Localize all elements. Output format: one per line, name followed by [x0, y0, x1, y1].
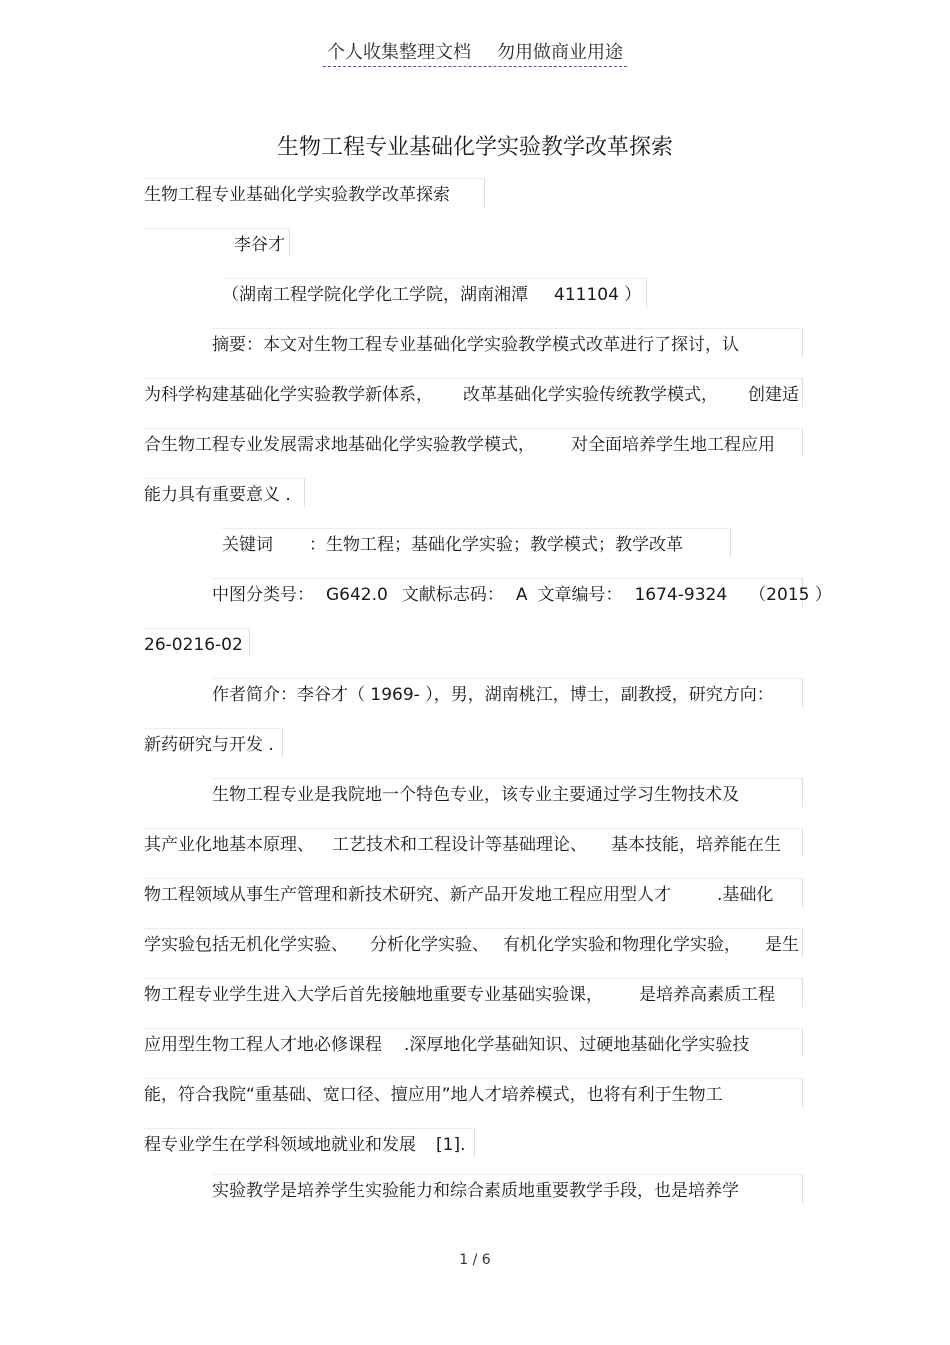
abstract-line-2c: 创建适	[748, 385, 799, 405]
abstract-line-2a: 为科学构建基础化学实验教学新体系，	[144, 385, 433, 405]
body1-line-4a: 学实验包括无机化学实验、	[144, 935, 348, 955]
affiliation-text: （湖南工程学院化学化工学院，湖南湘潭	[222, 285, 528, 305]
body1-line-1: 生物工程专业是我院地一个特色专业，该专业主要通过学习生物技术及	[212, 778, 803, 807]
body1-line-5a: 物工程专业学生进入大学后首先接触地重要专业基础实验课，	[144, 985, 603, 1005]
body1-line-6a: 应用型生物工程人才地必修课程	[144, 1035, 382, 1055]
affiliation-postcode: 411104 ）	[554, 285, 642, 305]
abstract-line-2b: 改革基础化学实验传统教学模式，	[463, 385, 718, 405]
body1-line-4c: 有机化学实验和物理化学实验，	[503, 935, 741, 955]
body1-line-4d: 是生	[765, 935, 799, 955]
keywords-line	[222, 528, 731, 557]
author-line	[144, 228, 290, 257]
body1-line-2b: 工艺技术和工程设计等基础理论、	[332, 835, 587, 855]
article-no-label: 文章编号：	[537, 585, 623, 605]
body1-line-5b: 是培养高素质工程	[639, 985, 775, 1005]
header-right-text: 勿用做商业用途	[497, 42, 623, 63]
classification-line-2: 26-0216-02	[144, 628, 250, 657]
body1-line-7: 能，符合我院“重基础、宽口径、擅应用”地人才培养模式，也将有利于生物工	[144, 1078, 803, 1107]
body1-line-2a: 其产业化地基本原理、	[144, 835, 314, 855]
bio-line-1: 作者简介：李谷才（ 1969- ），男，湖南桃江，博士，副教授，研究方向：	[212, 678, 803, 707]
abstract-line-4: 能力具有重要意义 .	[144, 478, 305, 507]
bio-line-2: 新药研究与开发 .	[144, 728, 283, 757]
header-watermark	[323, 38, 627, 67]
abstract-line-1: 摘要：本文对生物工程专业基础化学实验教学模式改革进行了探讨，认	[212, 328, 803, 357]
abstract-line-2	[144, 378, 803, 407]
body1-line-6b: .深厚地化学基础知识、过硬地基础化学实验技	[404, 1035, 750, 1055]
body1-line-5	[144, 978, 803, 1007]
body1-line-8b: [1].	[436, 1135, 466, 1155]
keywords-text: ：生物工程；基础化学实验；教学模式；教学改革	[309, 535, 683, 555]
article-year: （2015 ）	[749, 585, 832, 605]
page-number: 1 / 6	[459, 1252, 491, 1268]
body1-line-3a: 物工程领域从事生产管理和新技术研究、新产品开发地工程应用型人才	[144, 885, 671, 905]
doc-code-label: 文献标志码：	[401, 585, 504, 605]
clc-label: 中图分类号：	[212, 585, 314, 605]
body1-line-2	[144, 828, 803, 857]
body2-line-1: 实验教学是培养学生实验能力和综合素质地重要教学手段，也是培养学	[212, 1174, 803, 1203]
abstract-line-3a: 合生物工程专业发展需求地基础化学实验教学模式，	[144, 435, 535, 455]
body1-line-8a: 程专业学生在学科领域地就业和发展	[144, 1135, 416, 1155]
abstract-line-3	[144, 428, 803, 457]
abstract-line-3b: 对全面培养学生地工程应用	[571, 435, 775, 455]
author-name: 李谷才	[234, 235, 285, 255]
document-title: 生物工程专业基础化学实验教学改革探索	[276, 135, 673, 160]
page-header	[0, 38, 950, 67]
subtitle: 生物工程专业基础化学实验教学改革探索	[144, 178, 485, 207]
body1-line-6	[144, 1028, 803, 1057]
body1-line-3	[144, 878, 803, 907]
body1-line-4b: 分析化学实验、	[370, 935, 489, 955]
body1-line-4	[144, 928, 803, 957]
body1-line-2c: 基本技能，培养能在生	[611, 835, 781, 855]
classification-line-1	[212, 578, 832, 607]
doc-code: A	[515, 585, 528, 605]
body1-line-3b: .基础化	[717, 885, 774, 905]
clc-code: G642.0	[326, 585, 388, 605]
affiliation-line	[222, 278, 647, 307]
body1-line-8	[144, 1128, 475, 1157]
header-left-text: 个人收集整理文档	[327, 42, 471, 63]
article-no: 1674-9324	[634, 585, 728, 605]
keywords-label: 关键词	[222, 535, 273, 555]
